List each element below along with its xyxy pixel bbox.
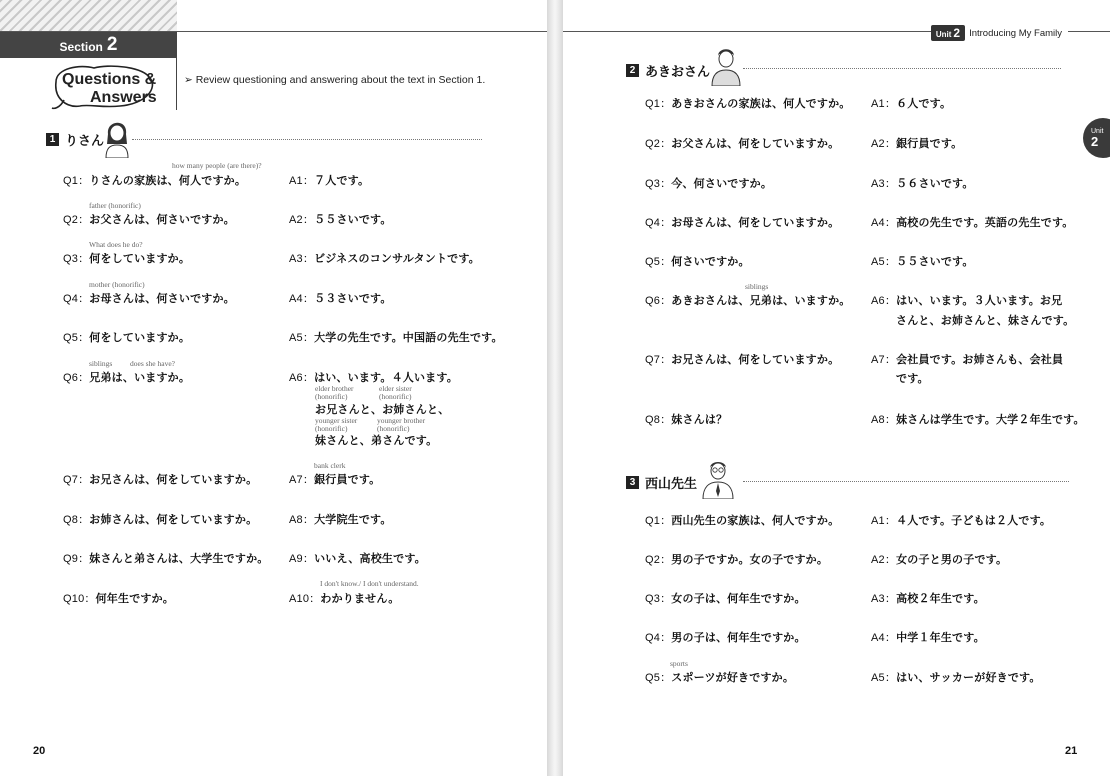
akio-question-8: Q8：妹さんは？ (645, 413, 728, 426)
question-8: Q8：お姉さんは、何をしていますか。 (63, 513, 258, 526)
logo-divider (176, 58, 177, 110)
akio-question-4: Q4：お母さんは、何をしていますか。 (645, 216, 840, 229)
gloss-younger-sister: younger sister (honorific) (315, 416, 358, 433)
side-unit-tab: Unit 2 (1083, 118, 1110, 158)
gloss-q4: mother (honorific) (89, 280, 145, 289)
section-label: Section (59, 40, 103, 54)
akio-answer-5: A5：５５さいです。 (871, 255, 974, 268)
question-9: Q9：妹さんと弟さんは、大学生ですか。 (63, 552, 269, 565)
gloss-q6-siblings: siblings (89, 359, 113, 368)
question-1: Q1：りさんの家族は、何人ですか。 (63, 174, 247, 187)
akio-answer-1: A1：６人です。 (871, 97, 952, 110)
gloss-q1: how many people (are there)? (172, 161, 262, 170)
nishiyama-question-4: Q4：男の子は、何年生ですか。 (645, 631, 806, 644)
answer-8: A8：大学院生です。 (289, 513, 392, 526)
nishiyama-portrait-icon (701, 457, 735, 499)
akio-answer-7-cont: です。 (896, 372, 929, 385)
heading-dotted-line (743, 481, 1069, 482)
section-intro: ➢ Review questioning and answering about the text in Section 1. (184, 74, 486, 86)
header-rule (563, 31, 935, 32)
person-name: あきおさん (645, 65, 711, 80)
question-7: Q7：お兄さんは、何をしていますか。 (63, 473, 258, 486)
section-number: 2 (106, 34, 118, 55)
akio-portrait-icon (711, 44, 741, 86)
nishiyama-question-2: Q2：男の子ですか。女の子ですか。 (645, 553, 829, 566)
akio-question-2: Q2：お父さんは、何をしていますか。 (645, 137, 840, 150)
nishiyama-answer-4: A4：中学１年生です。 (871, 631, 985, 644)
logo-line-2: Answers (90, 89, 157, 106)
page-number-left: 20 (33, 745, 46, 757)
person-number: 2 (626, 64, 639, 77)
person-name: 西山先生 (645, 477, 698, 492)
gloss-q3: What does he do? (89, 240, 143, 249)
unit-header (931, 25, 1068, 41)
answer-6: A6：はい、います。４人います。 (289, 371, 458, 384)
gloss-a7: bank clerk (314, 461, 346, 470)
answer-5: A5：大学の先生です。中国語の先生です。 (289, 331, 503, 344)
nishiyama-answer-5: A5：はい、サッカーが好きです。 (871, 671, 1041, 684)
akio-answer-8: A8：妹さんは学生です。大学２年生です。 (871, 413, 1085, 426)
answer-6-line-3: 妹さんと、弟さんです。 (315, 434, 438, 447)
akio-question-6: Q6：あきおさんは、兄弟は、いますか。 (645, 294, 851, 307)
answer-1: A1：７人です。 (289, 174, 370, 187)
gloss-a10: I don't know./ I don't understand. (320, 579, 419, 588)
header-stripes (0, 0, 177, 32)
question-4: Q4：お母さんは、何さいですか。 (63, 292, 235, 305)
akio-answer-6: A6：はい、います。３人います。お兄 (871, 294, 1063, 307)
akio-answer-6-cont: さんと、お姉さんと、妹さんです。 (896, 314, 1075, 327)
answer-7: A7：銀行員です。 (289, 473, 381, 486)
answer-6-line-2: お兄さんと、お姉さんと、 (315, 403, 450, 416)
heading-dotted-line (743, 68, 1061, 69)
gloss-nishiyama-q5: sports (670, 659, 688, 668)
right-page (563, 0, 1110, 776)
person-number: 3 (626, 476, 639, 489)
akio-question-5: Q5：何さいですか。 (645, 255, 750, 268)
risa-portrait-icon (104, 116, 130, 158)
gloss-q6-have: does she have? (130, 359, 175, 368)
gloss-elder-sister: elder sister (honorific) (379, 384, 412, 401)
akio-answer-7: A7：会社員です。お姉さんも、会社員 (871, 353, 1064, 366)
nishiyama-answer-2: A2：女の子と男の子です。 (871, 553, 1008, 566)
person-number: 1 (46, 133, 59, 146)
gloss-younger-brother: younger brother (honorific) (377, 416, 426, 433)
nishiyama-answer-3: A3：高校２年生です。 (871, 592, 985, 605)
akio-question-7: Q7：お兄さんは、何をしていますか。 (645, 353, 840, 366)
question-3: Q3：何をしていますか。 (63, 252, 191, 265)
akio-question-1: Q1：あきおさんの家族は、何人ですか。 (645, 97, 851, 110)
section-tab (0, 32, 177, 58)
questions-answers-logo (50, 60, 178, 110)
gloss-akio-q6: siblings (745, 282, 769, 291)
header-rule-end (1068, 31, 1110, 32)
akio-answer-4: A4：高校の先生です。英語の先生です。 (871, 216, 1074, 229)
nishiyama-question-5: Q5：スポーツが好きですか。 (645, 671, 795, 684)
nishiyama-question-3: Q3：女の子は、何年生ですか。 (645, 592, 806, 605)
nishiyama-answer-1: A1：４人です。子どもは２人です。 (871, 514, 1052, 527)
logo-line-1: Questions & (62, 71, 157, 88)
gloss-elder-brother: elder brother (honorific) (315, 384, 354, 401)
question-10: Q10：何年生ですか。 (63, 592, 174, 605)
left-page (0, 0, 547, 776)
person-heading-risa (46, 130, 104, 149)
person-heading-nishiyama (626, 473, 697, 492)
page-number-right: 21 (1065, 745, 1078, 757)
gloss-q2: father (honorific) (89, 201, 141, 210)
akio-question-3: Q3：今、何さいですか。 (645, 177, 773, 190)
akio-answer-2: A2：銀行員です。 (871, 137, 963, 150)
book-gutter (547, 0, 563, 776)
answer-2: A2：５５さいです。 (289, 213, 392, 226)
person-heading-akio (626, 61, 710, 80)
unit-badge: Unit 2 (931, 25, 965, 41)
question-2: Q2：お父さんは、何さいですか。 (63, 213, 235, 226)
question-5: Q5：何をしていますか。 (63, 331, 191, 344)
answer-3: A3：ビジネスのコンサルタントです。 (289, 252, 480, 265)
answer-10: A10：わかりません。 (289, 592, 400, 605)
akio-answer-3: A3：５６さいです。 (871, 177, 974, 190)
person-name: りさん (65, 134, 105, 149)
unit-title: Introducing My Family (969, 27, 1062, 39)
nishiyama-question-1: Q1：西山先生の家族は、何人ですか。 (645, 514, 840, 527)
question-6: Q6：兄弟は、いますか。 (63, 371, 191, 384)
answer-4: A4：５３さいです。 (289, 292, 392, 305)
answer-9: A9：いいえ、高校生です。 (289, 552, 426, 565)
heading-dotted-line (132, 139, 482, 140)
